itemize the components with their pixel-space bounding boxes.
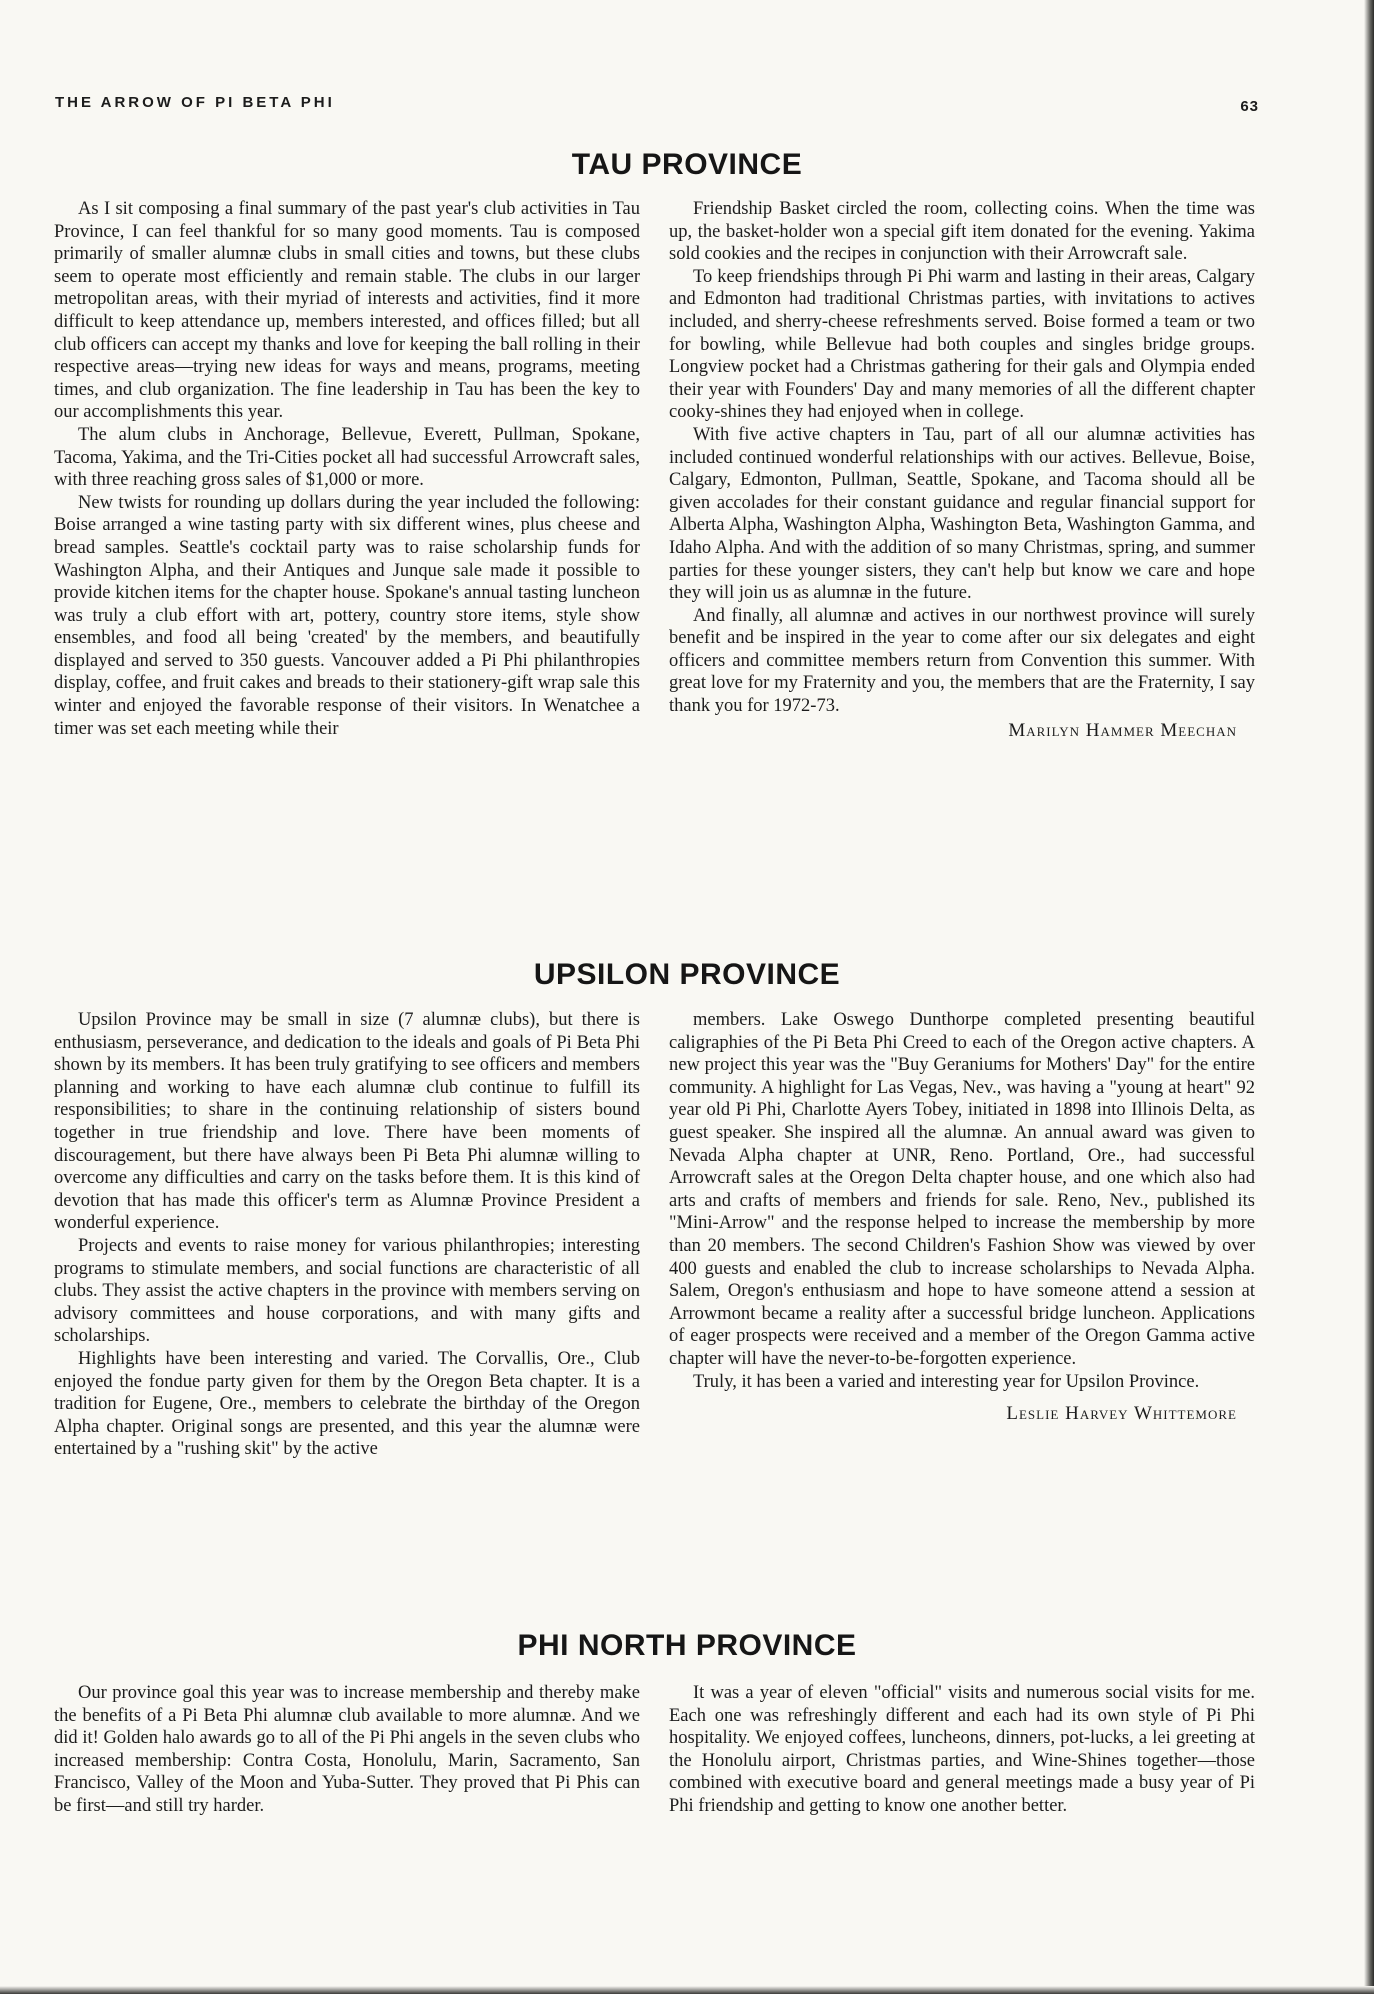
upsilon-paragraph: Truly, it has been a varied and interesting year for Upsilon Province. <box>693 1371 1200 1392</box>
tau-province-title: TAU PROVINCE <box>571 148 803 181</box>
upsilon-right-column <box>669 1009 1255 1426</box>
upsilon-paragraph: Upsilon Province may be small in size (7 alumnæ clubs), but there is enthusiasm, perseverance, and dedication to the ideals and goals of Pi Beta Phi shown by its members. It has been truly gratifying to see officers and members planning and working to have each alumnæ club continue to fulfill its responsibilities; to share in the continuing relationship of sisters bound together in true friendship and love. There have been moments of discouragement, but there have always been Pi Beta Phi alumnæ willing to overcome any difficulties and carry on the tasks before them. It is this kind of devotion that has made this officer's term as Alumnæ Province President a wonderful experience. <box>54 1010 640 1234</box>
tau-paragraph: Friendship Basket circled the room, collecting coins. When the time was up, the basket-holder won a special gift item donated for the evening. Yakima sold cookies and the recipes in conjunction with their Arrowcraft sale. <box>669 199 1255 265</box>
tau-right-column <box>669 198 1255 742</box>
upsilon-left-column <box>54 1009 640 1461</box>
tau-paragraph: As I sit composing a final summary of the past year's club activities in Tau Province, I can feel thankful for so many good moments. Tau is composed primarily of smaller alumnæ clubs in small cities and towns, but these clubs seem to operate most efficiently and remain stable. The clubs in our larger metropolitan areas, with their myriad of interests and activities, find it more difficult to keep attendance up, members interested, and offices filled; but all club officers can accept my thanks and love for keeping the ball rolling in their respective areas—trying new ideas for ways and means, programs, meeting times, and club organization. The fine leadership in Tau has been the key to our accomplishments this year. <box>54 199 640 423</box>
phi-north-province-title: PHI NORTH PROVINCE <box>517 1629 857 1662</box>
phi-north-paragraph: Our province goal this year was to increase membership and thereby make the benefits of a Pi Beta Phi alumnæ club available to more alumnæ. And we did it! Golden halo awards go to all of the Pi Phi angels in the seven clubs who increased membership: Contra Costa, Honolulu, Marin, Sacramento, San Francisco, Valley of the Moon and Yuba-Sutter. They proved that Pi Phis can be first—and still try harder. <box>54 1683 640 1816</box>
upsilon-province-title: UPSILON PROVINCE <box>533 958 841 991</box>
tau-paragraph: The alum clubs in Anchorage, Bellevue, Everett, Pullman, Spokane, Tacoma, Yakima, and the Tri-Cities pocket all had successful Arrowcraft sales, with three reaching gross sales of $1,000 or more. <box>54 424 640 491</box>
phi-north-paragraph: It was a year of eleven "official" visits and numerous social visits for me. Each one was refreshingly different and each had its own style of Pi Phi hospitality. We enjoyed coffees, luncheons, dinners, pot-lucks, a lei greeting at the Honolulu airport, Christmas parties, and Wine-Shines together—those combined with executive board and general meetings made a busy year of Pi Phi friendship and getting to know one another better. <box>669 1683 1255 1816</box>
tau-left-column <box>54 198 640 740</box>
upsilon-paragraph: Projects and events to raise money for various philanthropies; interesting programs to stimulate members, and social functions are characteristic of all clubs. They assist the active chapters in the province with members serving on advisory committees and house corporations, and with many gifts and scholarships. <box>54 1235 640 1347</box>
running-head <box>55 94 1259 118</box>
upsilon-signature: Leslie Harvey Whittemore <box>1006 1403 1237 1425</box>
upsilon-paragraph: members. Lake Oswego Dunthorpe completed presenting beautiful caligraphies of the Pi Beta Phi Creed to each of the Oregon active chapters. A new project this year was the "Buy Geraniums for Mothers' Day" for the entire community. A highlight for Las Vegas, Nev., was having a "young at heart" 92 year old Pi Phi, Charlotte Ayers Tobey, initiated in 1898 into Illinois Delta, as guest speaker. She inspired all the alumnæ. An annual award was given to Nevada Alpha chapter at UNR, Reno. Portland, Ore., had successful Arrowcraft sales at the Oregon Delta chapter house, and one which also had arts and crafts of members and friends for sale. Reno, Nev., published its "Mini-Arrow" and the response helped to increase the membership by more than 20 members. The second Children's Fashion Show was viewed by over 400 guests and enabled the club to increase scholarships to Nevada Alpha. Salem, Oregon's enthusiasm and hope to have someone attend a session at Arrowmont became a reality after a successful bridge luncheon. Applications of eager prospects were received and a member of the Oregon Gamma active chapter will have the never-to-be-forgotten experience. <box>669 1010 1255 1369</box>
page-edge-shadow <box>1364 0 1374 1994</box>
page-bottom-shadow <box>0 1986 1374 1994</box>
tau-paragraph: With five active chapters in Tau, part of all our alumnæ activities has included continued wonderful relationships with our actives. Bellevue, Boise, Calgary, Edmonton, Pullman, Seattle, Spokane, and Tacoma should all be given accolades for their constant guidance and regular financial support for Alberta Alpha, Washington Alpha, Washington Beta, Washington Gamma, and Idaho Alpha. And with the addition of so many Christmas, spring, and summer parties for these younger sisters, they can't help but know we care and hope they will join us as alumnæ in the future. <box>669 424 1255 604</box>
upsilon-paragraph: Highlights have been interesting and varied. The Corvallis, Ore., Club enjoyed the fondue party given for them by the Oregon Beta chapter. It is a tradition for Eugene, Ore., members to celebrate the birthday of the Oregon Alpha chapter. Original songs are presented, and this year the alumnæ were entertained by a "rushing skit" by the active <box>54 1348 640 1460</box>
journal-title: THE ARROW OF PI BETA PHI <box>55 94 335 111</box>
tau-signature: Marilyn Hammer Meechan <box>1008 719 1237 741</box>
tau-paragraph: New twists for rounding up dollars during the year included the following: Boise arranged a wine tasting party with six different wines, plus cheese and bread samples. Seattle's cocktail party was to raise scholarship funds for Washington Alpha, and their Antiques and Junque sale made it possible to provide kitchen items for the chapter house. Spokane's annual tasting luncheon was truly a club effort with art, pottery, country store items, style show ensembles, and food all being 'created' by the members, and beautifully displayed and served to 350 guests. Vancouver added a Pi Phi philanthropies display, coffee, and fruit cakes and breads to their stationery-gift wrap sale this winter and enjoyed the favorable response of their visitors. In Wenatchee a timer was set each meeting while their <box>54 492 640 739</box>
phi-north-left-column <box>54 1682 640 1818</box>
tau-paragraph: To keep friendships through Pi Phi warm and lasting in their areas, Calgary and Edmonton had traditional Christmas parties, with invitations to actives included, and sherry-cheese refreshments served. Boise formed a team or two for bowling, while Bellevue had both couples and singles bridge groups. Longview pocket had a Christmas gathering for their gals and Olympia ended their year with Founders' Day and many memories of all the different chapter cooky-shines they had enjoyed when in college. <box>669 266 1255 423</box>
tau-paragraph: And finally, all alumnæ and actives in our northwest province will surely benefit and be inspired in the year to come after our six delegates and eight officers and committee members return from Convention this summer. With great love for my Fraternity and you, the members that are the Fraternity, I say thank you for 1972-73. <box>669 605 1255 717</box>
phi-north-right-column <box>669 1682 1255 1818</box>
page-number: 63 <box>1240 98 1259 115</box>
